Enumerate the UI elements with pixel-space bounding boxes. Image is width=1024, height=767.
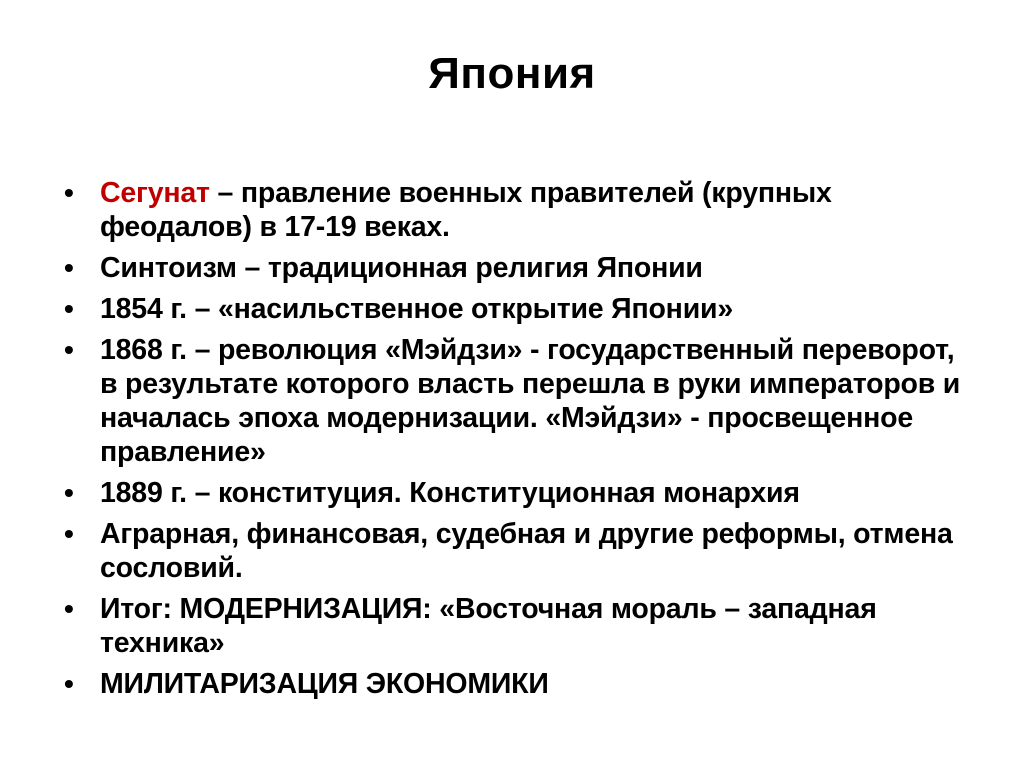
bullet-dot-icon: • [64,593,74,624]
bullet-item-shinto [64,251,964,285]
bullet-dot-icon: • [64,668,74,699]
bullet-text: МИЛИТАРИЗАЦИЯ ЭКОНОМИКИ [100,668,549,700]
bullet-text: – правление военных правителей (крупных феодалов) в 17-19 веках. [100,177,832,243]
bullet-dot-icon: • [64,334,74,365]
bullet-dot-icon: • [64,477,74,508]
bullet-item-result [64,592,964,660]
bullet-item-1854 [64,292,964,326]
bullet-list [64,176,964,708]
bullet-dot-icon: • [64,252,74,283]
term-highlight: Сегунат [100,177,210,209]
slide-title: Япония [428,49,596,98]
bullet-text: Синтоизм – традиционная религия Японии [100,252,703,284]
bullet-text: 1854 г. – «насильственное открытие Японии» [100,293,733,325]
bullet-text: 1889 г. – конституция. Конституционная монархия [100,477,800,509]
bullet-dot-icon: • [64,518,74,549]
bullet-text: 1868 г. – революция «Мэйдзи» - государственный переворот, в результате которого власть перешла в руки императоров и началась эпоха модернизации. «Мэйдзи» - просвещенное правление» [100,334,961,468]
bullet-item-reforms [64,517,964,585]
bullet-text: Итог: МОДЕРНИЗАЦИЯ: «Восточная мораль – западная техника» [100,593,877,659]
bullet-item-1868 [64,333,964,469]
bullet-text: Аграрная, финансовая, судебная и другие реформы, отмена сословий. [100,518,953,584]
bullet-item-1889 [64,476,964,510]
bullet-item-shogunate [64,176,964,244]
bullet-dot-icon: • [64,293,74,324]
bullet-item-militarization [64,667,964,701]
bullet-dot-icon: • [64,177,74,208]
